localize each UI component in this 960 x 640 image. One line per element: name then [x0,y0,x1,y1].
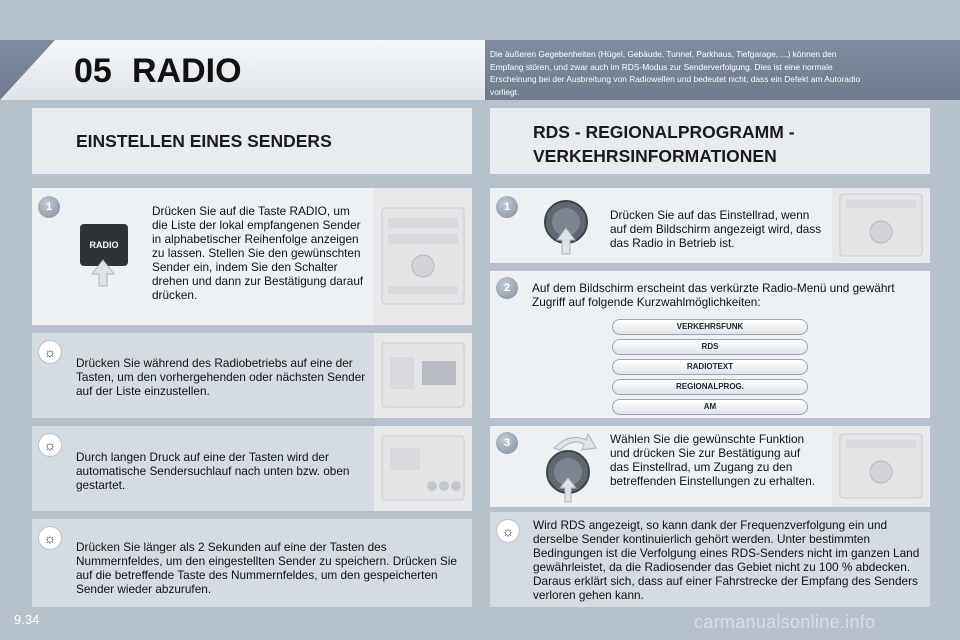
menu-item-verkehrsfunk[interactable]: VERKEHRSFUNK [612,319,808,335]
sun-icon: ☼ [38,433,62,457]
press-arrow-icon [88,258,118,288]
radio-unit-icon [832,426,930,507]
header-title-area [0,40,485,100]
menu-item-rds[interactable]: RDS [612,339,808,355]
dial-rotate-icon [540,426,600,506]
watermark: carmanualsonline.info [694,612,876,632]
right-tip-text: Wird RDS angezeigt, so kann dank der Frequenzverfolgung ein und derselbe Sender kontinuierlich gehört werden. Unter bestimmten Bedingungen ist die Verfolgung eines RDS-Senders nicht im ganzen Land gewährleistet, da die Radiosender das Gebiet nicht zu 100 % abdecken. Daraus erklärt sich, dass auf einer Fahrstrecke der Empfang des Senders verloren gehen kann. [533,518,920,602]
step-badge: 1 [496,196,518,218]
radio-unit-icon [374,333,472,418]
menu-item-radiotext[interactable]: RADIOTEXT [612,359,808,375]
radio-unit-icon [374,188,472,325]
radio-unit-image [374,426,472,511]
left-tip1-text: Drücken Sie während des Radiobetriebs auf eine der Tasten, um den vorhergehenden oder nächsten Sender auf der Liste einzustellen. [76,356,366,398]
radio-unit-image [374,333,472,418]
right-step3-text: Wählen Sie die gewünschte Funktion und drücken Sie zur Bestätigung auf das Einstellrad, um Zugang zu den betreffenden Einstellungen zu erhalten. [610,432,816,488]
radio-button-label: RADIO [89,240,119,250]
step-badge: 1 [38,196,60,218]
header-note: Die äußeren Gegebenheiten (Hügel, Gebäude, Tunnel, Parkhaus, Tiefgarage, ...) können den Empfang stören, und zwar auch im RDS-Modus zur Senderverfolgung. Dies ist eine normale Erscheinung bei der Ausbreitung von Radiowellen und bedeutet nicht, dass ein Defekt am Autoradio vorliegt. [490,49,861,97]
radio-unit-icon [374,426,472,511]
radio-unit-image [374,188,472,325]
sun-icon: ☼ [496,519,520,543]
step-badge: 2 [496,277,518,299]
left-section-title: EINSTELLEN EINES SENDERS [76,131,332,151]
right-step2-text: Auf dem Bildschirm erscheint das verkürzte Radio-Menü und gewährt Zugriff auf folgende Kurzwahlmöglichkeiten: [532,281,895,309]
chapter-number: 05 [74,52,112,90]
radio-unit-image [832,426,930,507]
sun-icon: ☼ [38,526,62,550]
right-section-title: RDS - REGIONALPROGRAMM - VERKEHRSINFORMATIONEN [533,122,795,166]
left-step1-text: Drücken Sie auf die Taste RADIO, um die Liste der lokal empfangenen Sender in alphabetischer Reihenfolge anzeigen zu lassen. Stellen Sie den gewünschten Sender ein, indem Sie den Schalter drehen und dann zur Bestätigung darauf drücken. [152,204,364,302]
left-tip2-text: Durch langen Druck auf eine der Tasten wird der automatische Sendersuchlauf nach unten bzw. oben gestartet. [76,450,350,492]
left-tip3-text: Drücken Sie länger als 2 Sekunden auf eine der Tasten des Nummernfeldes, um den eingestellten Sender zu speichern. Drücken Sie auf die betreffende Taste des Nummernfeldes, um den gespeicherten Sender wieder abzurufen. [76,540,457,596]
chapter-title: RADIO [132,52,242,90]
dial-knob-icon [542,198,590,260]
step-badge: 3 [496,432,518,454]
radio-unit-icon [832,188,930,263]
menu-item-regionalprog[interactable]: REGIONALPROG. [612,379,808,395]
menu-item-am[interactable]: AM [612,399,808,415]
right-step1-text: Drücken Sie auf das Einstellrad, wenn auf dem Bildschirm angezeigt wird, dass das Radio in Betrieb ist. [610,208,822,250]
sun-icon: ☼ [38,340,62,364]
radio-unit-image [832,188,930,263]
page-number: 9.34 [14,612,40,627]
